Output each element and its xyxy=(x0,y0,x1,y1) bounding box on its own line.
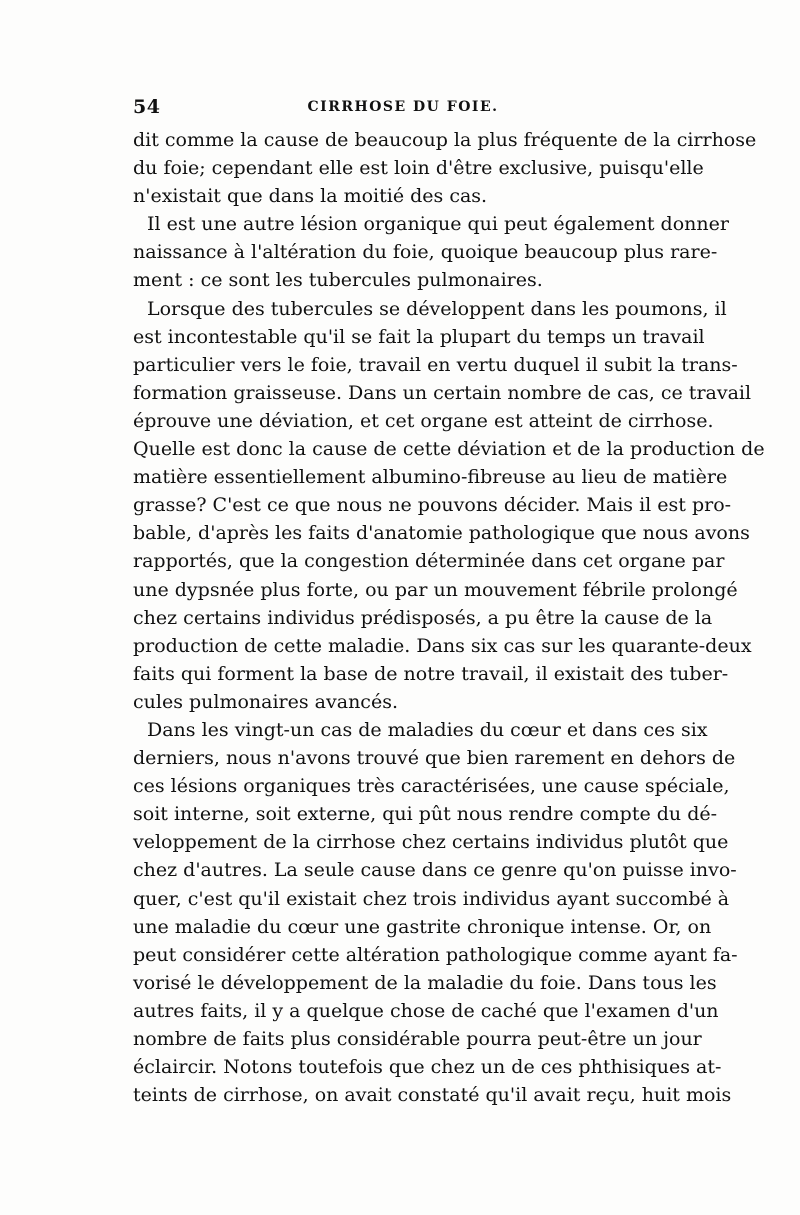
text-line: Dans les vingt-un cas de maladies du cœur et dans ces six xyxy=(147,718,708,741)
text-line: dit comme la cause de beaucoup la plus fréquente de la cirrhose xyxy=(133,129,757,151)
text-line: autres faits, il y a quelque chose de caché que l'examen d'un xyxy=(133,999,719,1022)
page-number: 54 xyxy=(133,96,161,118)
text-line: Il est une autre lésion organique qui peut également donner xyxy=(147,213,729,236)
text-line: n'existait que dans la moitié des cas. xyxy=(133,185,488,208)
text-line: est incontestable qu'il se fait la plupart du temps un travail xyxy=(133,325,705,348)
text-line: formation graisseuse. Dans un certain nombre de cas, ce travail xyxy=(133,381,752,404)
text-line: une maladie du cœur une gastrite chronique intense. Or, on xyxy=(133,915,712,938)
text-line: veloppement de la cirrhose chez certains individus plutôt que xyxy=(133,831,729,854)
text-line: cules pulmonaires avancés. xyxy=(133,690,398,713)
text-line: éclaircir. Notons toutefois que chez un de ces phthisiques at- xyxy=(133,1056,722,1079)
text-line: chez d'autres. La seule cause dans ce genre qu'on puisse invo- xyxy=(133,859,737,882)
text-line: rapportés, que la congestion déterminée dans cet organe par xyxy=(133,550,725,573)
text-line: éprouve une déviation, et cet organe est atteint de cirrhose. xyxy=(133,409,714,432)
text-line: derniers, nous n'avons trouvé que bien rarement en dehors de xyxy=(133,747,736,770)
text-line: ces lésions organiques très caractérisées, une cause spéciale, xyxy=(133,775,730,798)
body-text xyxy=(133,126,765,1109)
text-line: chez certains individus prédisposés, a pu être la cause de la xyxy=(133,606,713,629)
text-line: peut considérer cette altération pathologique comme ayant fa- xyxy=(133,943,738,966)
text-line: bable, d'après les faits d'anatomie pathologique que nous avons xyxy=(133,522,750,545)
text-line: Lorsque des tubercules se développent dans les poumons, il xyxy=(147,297,727,320)
text-line: ment : ce sont les tubercules pulmonaires. xyxy=(133,269,543,292)
text-line: particulier vers le foie, travail en vertu duquel il subit la trans- xyxy=(133,353,738,376)
text-line: grasse? C'est ce que nous ne pouvons décider. Mais il est pro- xyxy=(133,494,732,517)
text-line: une dypsnée plus forte, ou par un mouvement fébrile prolongé xyxy=(133,578,738,601)
text-line: soit interne, soit externe, qui pût nous rendre compte du dé- xyxy=(133,803,718,826)
text-line: vorisé le développement de la maladie du foie. Dans tous les xyxy=(133,971,717,994)
text-line: quer, c'est qu'il existait chez trois individus ayant succombé à xyxy=(133,887,730,910)
text-line: teints de cirrhose, on avait constaté qu'il avait reçu, huit mois xyxy=(133,1084,732,1107)
text-line: Quelle est donc la cause de cette déviation et de la production de xyxy=(133,438,765,461)
text-line: naissance à l'altération du foie, quoique beaucoup plus rare- xyxy=(133,241,718,264)
text-line: matière essentiellement albumino-fibreuse au lieu de matière xyxy=(133,466,728,489)
running-title: CIRRHOSE DU FOIE. xyxy=(307,99,499,115)
running-head xyxy=(133,96,673,120)
text-line: du foie; cependant elle est loin d'être exclusive, puisqu'elle xyxy=(133,157,704,180)
text-line: nombre de faits plus considérable pourra peut-être un jour xyxy=(133,1028,702,1050)
text-line: production de cette maladie. Dans six cas sur les quarante-deux xyxy=(133,634,752,657)
text-line: faits qui forment la base de notre travail, il existait des tuber- xyxy=(133,662,729,685)
